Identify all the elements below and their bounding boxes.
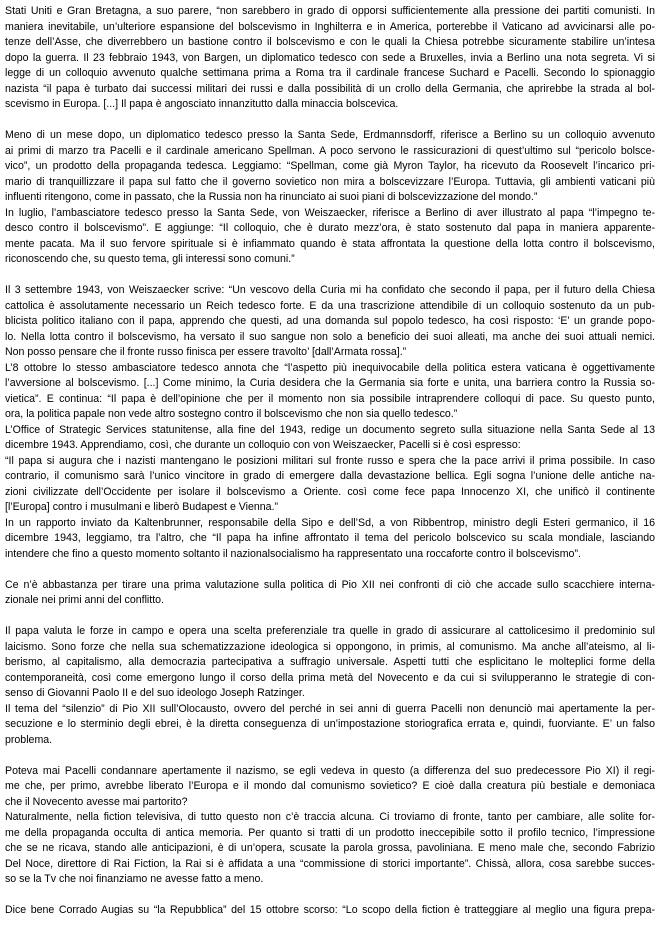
- text-line: Ce n’è abbastanza per tirare una prima valutazione sulla politica di Pio XII nei confronti di ciò che accade sullo scacchiere interna-: [5, 578, 655, 591]
- text-line: che se ne ricava, stando alle anticipazioni, è di un’opera, scusate la parola grossa, pavoliniana. E meno male che, secondo Fabrizio: [5, 842, 655, 854]
- paragraph: [5, 283, 655, 562]
- text-line: Meno di un mese dopo, un diplomatico tedesco presso la Santa Sede, Erdmannsdorff, riferisce a Berlino su un colloquio avvenuto: [5, 129, 655, 141]
- text-line: contrario, il comunismo sarà l’unico vincitore in grado di emergere dalla devastazione bellica. Egli sogna l’unione delle antiche na-: [5, 470, 655, 482]
- text-line: influenti ritengono, come in passato, che la Russia non ha rinunciato ai suoi piani di bolscevizzazione del mondo.”: [5, 191, 538, 203]
- text-line: Il tema del “silenzio” di Pio XII sull’Olocausto, ovvero del perché in sei anni di guerra Pacelli non denunciò mai apertamente la per-: [5, 702, 655, 715]
- text-line: vico”, un prodotto della propaganda tedesca. Leggiamo: “Spellman, come già Myron Taylor, ha ricevuto da Roosevelt l’incarico pri-: [5, 160, 655, 172]
- paragraph: [5, 128, 655, 268]
- text-line: mente pacata. Ma il suo fervore spirituale si è infiammato quando è stata affrontata la questione della lotta contro il bolscevismo,: [5, 237, 655, 250]
- text-line: L’Office of Strategic Services statunitense, alla fine del 1943, redige un documento segreto sulla situazione nella Santa Sede al 13: [5, 423, 655, 436]
- text-line: Dice bene Corrado Augias su “la Repubblica” del 15 ottobre scorso: “Lo scopo della fiction è tratteggiare al meglio una figura prepa-: [5, 904, 655, 916]
- text-line: dicembre 1943, leggiamo, tra l’altro, che “Il papa ha infine affrontato il tema del pericolo bolscevico su scala mondiale, lasciando: [5, 532, 655, 544]
- article-body: [5, 4, 655, 934]
- text-line: In un rapporto inviato da Kaltenbrunner, responsabile della Sipo e dell’Sd, a von Ribbentrop, ministro degli Esteri germanico, il 16: [5, 516, 655, 529]
- text-line: me della propaganda occulta di antica memoria. Per quanto si tratti di un prodotto ineccepibile sotto il profilo tecnico, l’impressione: [5, 826, 655, 839]
- text-line: maniera inevitabile, un’ulteriore espansione del bolscevismo in Inghilterra e in America, porterebbe il Vaticano ad avvicinarsi alle po-: [5, 20, 655, 33]
- text-line: zioni civilizzate dell’Occidente per isolare il bolscevismo a Oriente. così come fece papa Innocenzo XI, che unificò il continente: [5, 485, 655, 498]
- text-line: zionale nei primi anni del conflitto.: [5, 594, 164, 606]
- paragraph: [5, 624, 655, 748]
- text-line: me che, per primo, avrebbe liberato l’Europa e il mondo dal comunismo sovietico? E cioè dalla creatura più bestiale e demoniaca: [5, 780, 655, 792]
- text-line: so se la Tv che noi finanziamo ne avesse fatto a meno.: [5, 873, 264, 885]
- text-line: Poteva mai Pacelli condannare apertamente il nazismo, se egli vedeva in questo (a differenza del suo predecessore Pio XI) il regi-: [5, 764, 655, 777]
- text-line: Il 3 settembre 1943, von Weiszaecker scrive: “Un vescovo della Curia mi ha confidato che secondo il papa, per il futuro della Chiesa: [5, 284, 655, 296]
- text-line: l’avversione al bolscevismo. [...] Come minimo, la Curia desidera che la Germania sia forte e unita, una barriera contro la Russia so-: [5, 377, 655, 389]
- paragraph: [5, 764, 655, 888]
- text-line: L’8 ottobre lo stesso ambasciatore tedesco annota che “l’aspetto più inequivocabile della politica estera vaticana è oggettivamente: [5, 361, 655, 374]
- text-line: desco contro il bolscevismo”. E aggiunge: “Il colloquio, che è durato mezz’ora, è stato sostenuto dal papa in maniera apparente-: [5, 222, 655, 234]
- text-line: ai primi di marzo tra Pacelli e il cardinale americano Spellman. A poco servono le rassicurazioni di quest’ultimo sul “pericolo bolsce-: [5, 144, 655, 157]
- text-line: dicembre 1943. Apprendiamo, così, che durante un colloquio con von Weiszaecker, Pacelli si è così espresso:: [5, 439, 521, 451]
- text-line: problema.: [5, 733, 53, 746]
- text-line: intendere che fino a questo momento soltanto il nazionalsocialismo ha rappresentato una roccaforte contro il bolscevismo”.: [5, 547, 581, 560]
- text-line: Il papa valuta le forze in campo e opera una scelta preferenziale tra quelle in grado di assicurare al cattolicesimo il predominio sul: [5, 625, 655, 637]
- text-line: contemporaneità, così come emergono lungo il corso della prima metà del Novecento e da cui si svilupperanno le strategie di con-: [5, 671, 655, 684]
- paragraph: [5, 578, 655, 609]
- text-line: vietica”. E continua: “Il papa è dell’opinione che per il momento non sia possibile intraprendere colloqui di pace. Su questo punto,: [5, 392, 655, 405]
- text-line: secuzione e lo sterminio degli ebrei, è la diretta conseguenza di un’impostazione storiografica errata e, quindi, fuorviante. E’ un falso: [5, 718, 655, 730]
- text-line: scevismo in Europa. [...] Il papa è angosciato innanzitutto dalla minaccia bolscevica.: [5, 98, 399, 110]
- text-line: ora, la politica papale non vede altro sostegno contro il bolscevismo che non sia quello tedesco.”: [5, 408, 458, 420]
- text-line: [l’Europa] contro i musulmani e liberò Budapest e Vienna.”: [5, 501, 279, 513]
- text-line: Stati Uniti e Gran Bretagna, a suo parere, “non sarebbero in grado di opporsi sufficientemente alla pressione dei partiti comunisti. In: [5, 5, 655, 17]
- text-line: legge di un colloquio avvenuto qualche settimana prima a Roma tra il cardinale francese Suchard e Pacelli. Secondo lo spionaggio: [5, 67, 655, 79]
- text-line: mario di tranquillizzare il papa sul fatto che il governo sovietico non mira a bolscevizzare l’Europa. Tuttavia, gli ambienti vaticani più: [5, 175, 655, 188]
- paragraph: [5, 4, 655, 113]
- text-line: cattolica è assolutamente necessario un Reich tedesco forte. E da una trascrizione attendibile di un colloquio sostenuto da un pub-: [5, 299, 655, 312]
- text-line: Naturalmente, nella fiction televisiva, di tutto questo non c’è traccia alcuna. Ci troviamo di fronte, tanto per cambiare, alle solite for-: [5, 811, 655, 823]
- text-line: laicismo. Sono forze che nella sua schematizzazione ideologica si oppongono, in primis, al comunismo. Ma anche all’ateismo, al li-: [5, 640, 655, 653]
- text-line: lo. Nella lotta contro il bolscevismo, ha versato il suo sangue non solo a beneficio dei suoi alleati, ma anche dei suoi attuali nemici.: [5, 330, 655, 343]
- text-line: riconoscendo che, su questo tema, gli interessi sono comuni.”: [5, 253, 295, 265]
- text-line: Del Noce, direttore di Rai Fiction, la Rai si è affidata a una “commissione di storici importante”. Chissà, allora, cosa sarebbe succes-: [5, 857, 655, 870]
- text-line: berismo, al capitalismo, alla democrazia partecipativa a suffragio universale. Aspetti tutti che esplicitano le molteplici forme della: [5, 656, 655, 668]
- text-line: blicista politico italiano con il papa, apprendo che questi, ad una domanda sul popolo tedesco, ha così risposto: ‘E’ un grande popo-: [5, 315, 655, 327]
- text-line: Non posso pensare che il fronte russo finisca per essere travolto’ [dall’Armata rossa].”: [5, 346, 407, 358]
- text-line: dopo la guerra. Il 23 febbraio 1943, von Bargen, un diplomatico tedesco con sede a Bruxelles, invia a Berlino una nota segreta. Vi si: [5, 51, 655, 64]
- paragraph: [5, 903, 655, 919]
- text-line: che il Novecento avesse mai partorito?: [5, 795, 188, 808]
- text-line: In luglio, l’ambasciatore tedesco presso la Santa Sede, von Weiszaecker, riferisce a Berlino di aver illustrato al papa “l’impegno te-: [5, 206, 655, 219]
- text-line: senso di Giovanni Paolo II e del suo ideologo Joseph Ratzinger.: [5, 687, 305, 699]
- text-line: tenze dell’Asse, che diverrebbero un bastione contro il bolscevismo e con le quali la Chiesa potrebbe sicuramente stabilire un’intesa: [5, 36, 655, 48]
- text-line: “Il papa si augura che i nazisti mantengano le posizioni militari sul fronte russo e spera che la pace arrivi il prima possibile. In caso: [5, 454, 655, 467]
- text-line: nazista “il papa è turbato dai successi militari dei russi e dalla possibilità di un crollo della Germania, che aprirebbe la strada al bol-: [5, 82, 655, 95]
